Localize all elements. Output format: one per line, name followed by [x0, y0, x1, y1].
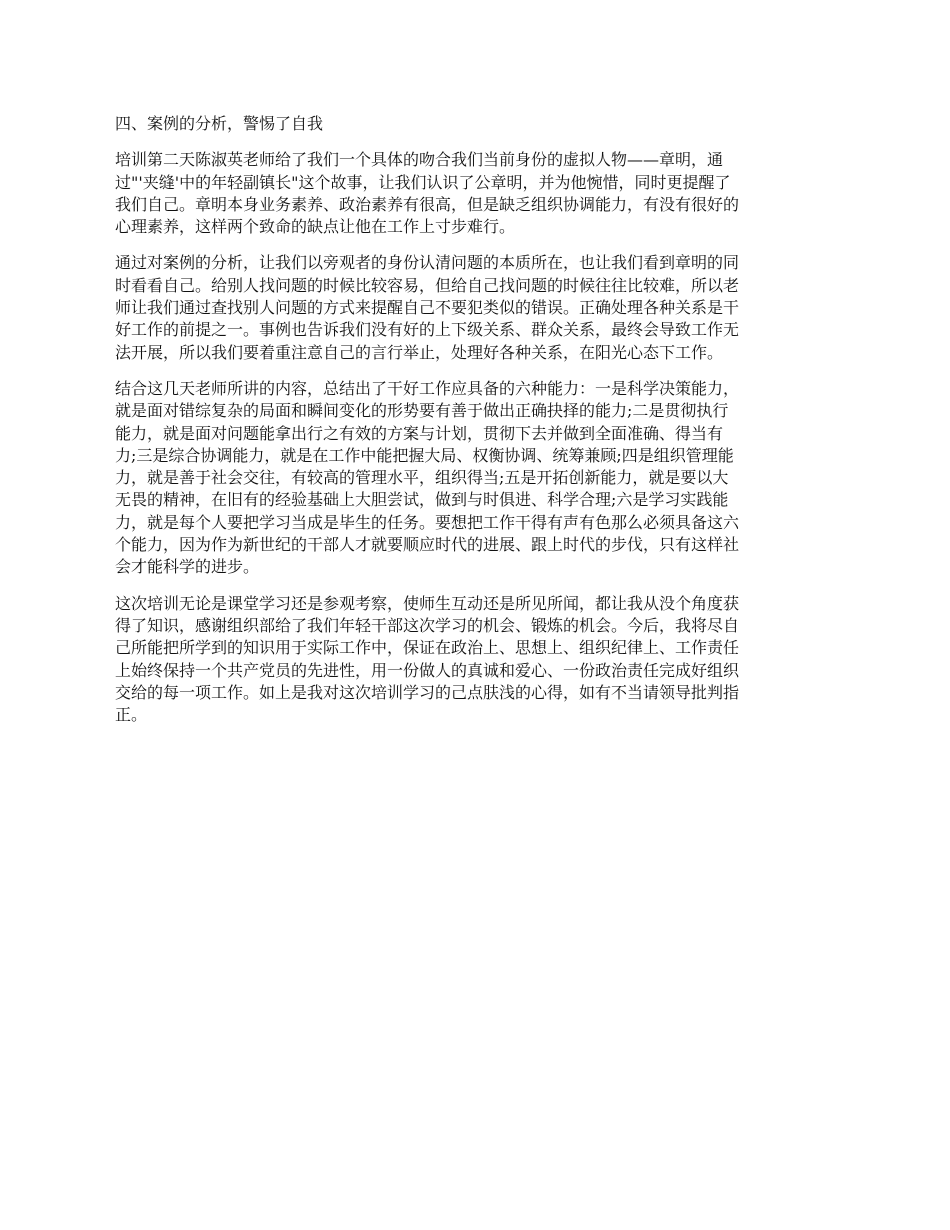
paragraph-line: 能力，就是面对问题能拿出行之有效的方案与计划，贯彻下去并做到全面准确、得当有	[115, 423, 724, 443]
paragraph	[115, 378, 845, 579]
paragraph-line: 培训第二天陈淑英老师给了我们一个具体的吻合我们当前身份的虚拟人物——章明，通	[115, 150, 724, 170]
document-body	[115, 113, 845, 740]
paragraph-line: 力，就是善于社会交往，有较高的管理水平，组织得当;五是开拓创新能力，就是要以大	[115, 468, 729, 488]
paragraph-line: 无畏的精神，在旧有的经验基础上大胆尝试，做到与时俱进、科学合理;六是学习实践能	[115, 490, 729, 510]
paragraph-line: 结合这几天老师所讲的内容，总结出了干好工作应具备的六种能力：一是科学决策能力，	[115, 378, 740, 398]
paragraph-line: 通过对案例的分析，让我们以旁观者的身份认清问题的本质所在，也让我们看到章明的同	[115, 253, 740, 273]
paragraph-line: 就是面对错综复杂的局面和瞬间变化的形势要有善于做出正确抉择的能力;二是贯彻执行	[115, 401, 729, 421]
paragraph-line: 己所能把所学到的知识用于实际工作中，保证在政治上、思想上、组织纪律上、工作责任	[115, 638, 740, 658]
paragraph-line: 正。	[115, 705, 148, 725]
paragraph-line: 好工作的前提之一。事例也告诉我们没有好的上下级关系、群众关系，最终会导致工作无	[115, 320, 740, 340]
paragraph-line: 我们自己。章明本身业务素养、政治素养有很高，但是缺乏组织协调能力，有没有很好的	[115, 194, 740, 214]
paragraph-line: 力;三是综合协调能力，就是在工作中能把握大局、权衡协调、统筹兼顾;四是组织管理能	[115, 445, 734, 465]
paragraph-line: 个能力，因为作为新世纪的干部人才就要顺应时代的进展、跟上时代的步伐，只有这样社	[115, 535, 740, 555]
paragraph	[115, 593, 845, 727]
paragraph-line: 师让我们通过查找别人问题的方式来提醒自己不要犯类似的错误。正确处理各种关系是干	[115, 298, 740, 318]
section-heading: 四、案例的分析，警惕了自我	[115, 114, 324, 133]
paragraph-line: 过"'夹缝'中的年轻副镇长"这个故事，让我们认识了公章明，并为他惋惜，同时更提醒了	[115, 172, 731, 192]
paragraph	[115, 149, 845, 238]
paragraph-line: 会才能科学的进步。	[115, 557, 260, 577]
paragraph-line: 心理素养，这样两个致命的缺点让他在工作上寸步难行。	[115, 217, 516, 237]
paragraph-line: 法开展，所以我们要着重注意自己的言行举止，处理好各种关系，在阳光心态下工作。	[115, 342, 724, 362]
paragraph-line: 交给的每一项工作。如上是我对这次培训学习的己点肤浅的心得，如有不当请领导批判指	[115, 682, 740, 702]
paragraph-line: 力，就是每个人要把学习当成是毕生的任务。要想把工作干得有声有色那么必须具备这六	[115, 512, 740, 532]
paragraph-list	[115, 149, 845, 726]
paragraph-line: 时看看自己。给别人找问题的时候比较容易，但给自己找问题的时候往往比较难，所以老	[115, 275, 740, 295]
paragraph	[115, 252, 845, 363]
paragraph-line: 这次培训无论是课堂学习还是参观考察，使师生互动还是所见所闻，都让我从没个角度获	[115, 593, 740, 613]
paragraph-line: 得了知识，感谢组织部给了我们年轻干部这次学习的机会、锻炼的机会。今后，我将尽自	[115, 615, 740, 635]
paragraph-line: 上始终保持一个共产党员的先进性，用一份做人的真诚和爱心、一份政治责任完成好组织	[115, 660, 740, 680]
